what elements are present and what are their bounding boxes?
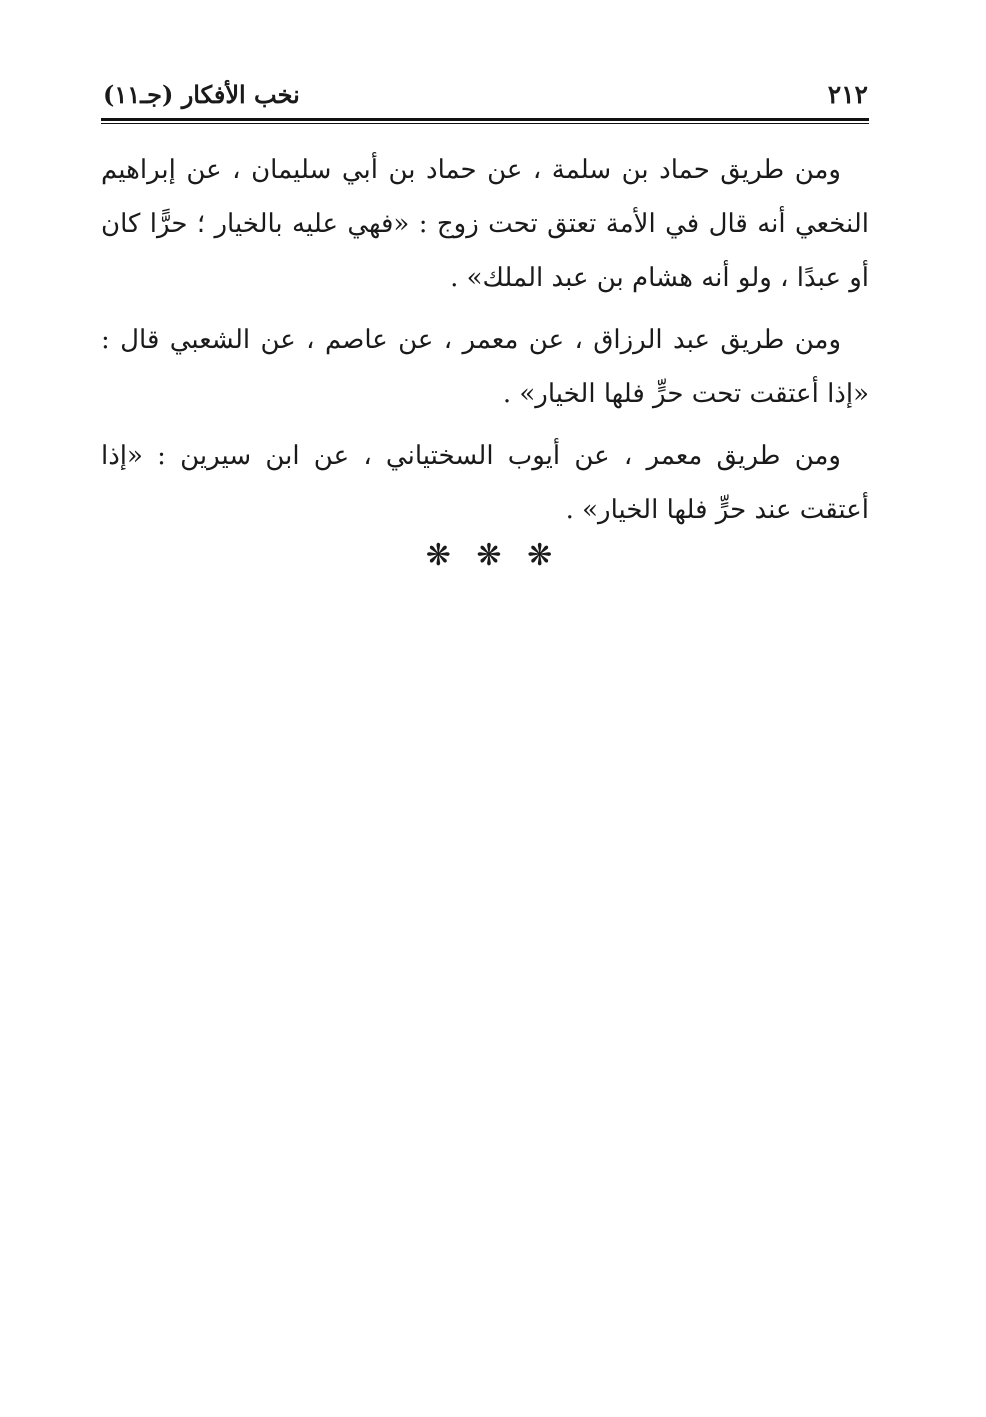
paragraph: ومن طريق حماد بن سلمة ، عن حماد بن أبي سليمان ، عن إبراهيم النخعي أنه قال في الأمة تعتق تحت زوج : «فهي عليه بالخيار ؛ حرًّا كان أو عبدًا ، ولو أنه هشام بن عبد الملك» . bbox=[101, 155, 869, 293]
section-separator: ❋ ❋ ❋ bbox=[425, 538, 561, 573]
page-header bbox=[103, 78, 868, 116]
main-text bbox=[101, 143, 869, 545]
running-title: نخب الأفكار (جـ١١) bbox=[103, 80, 300, 109]
paragraph: ومن طريق عبد الرزاق ، عن معمر ، عن عاصم ، عن الشعبي قال : «إذا أعتقت تحت حرٍّ فلها الخيار» . bbox=[101, 325, 869, 409]
header-rule-thick bbox=[101, 118, 869, 121]
header-rule-thin bbox=[101, 123, 869, 124]
paragraph: ومن طريق معمر ، عن أيوب السختياني ، عن ابن سيرين : «إذا أعتقت عند حرٍّ فلها الخيار» . bbox=[101, 441, 869, 525]
page-number: ٢١٢ bbox=[827, 80, 868, 109]
